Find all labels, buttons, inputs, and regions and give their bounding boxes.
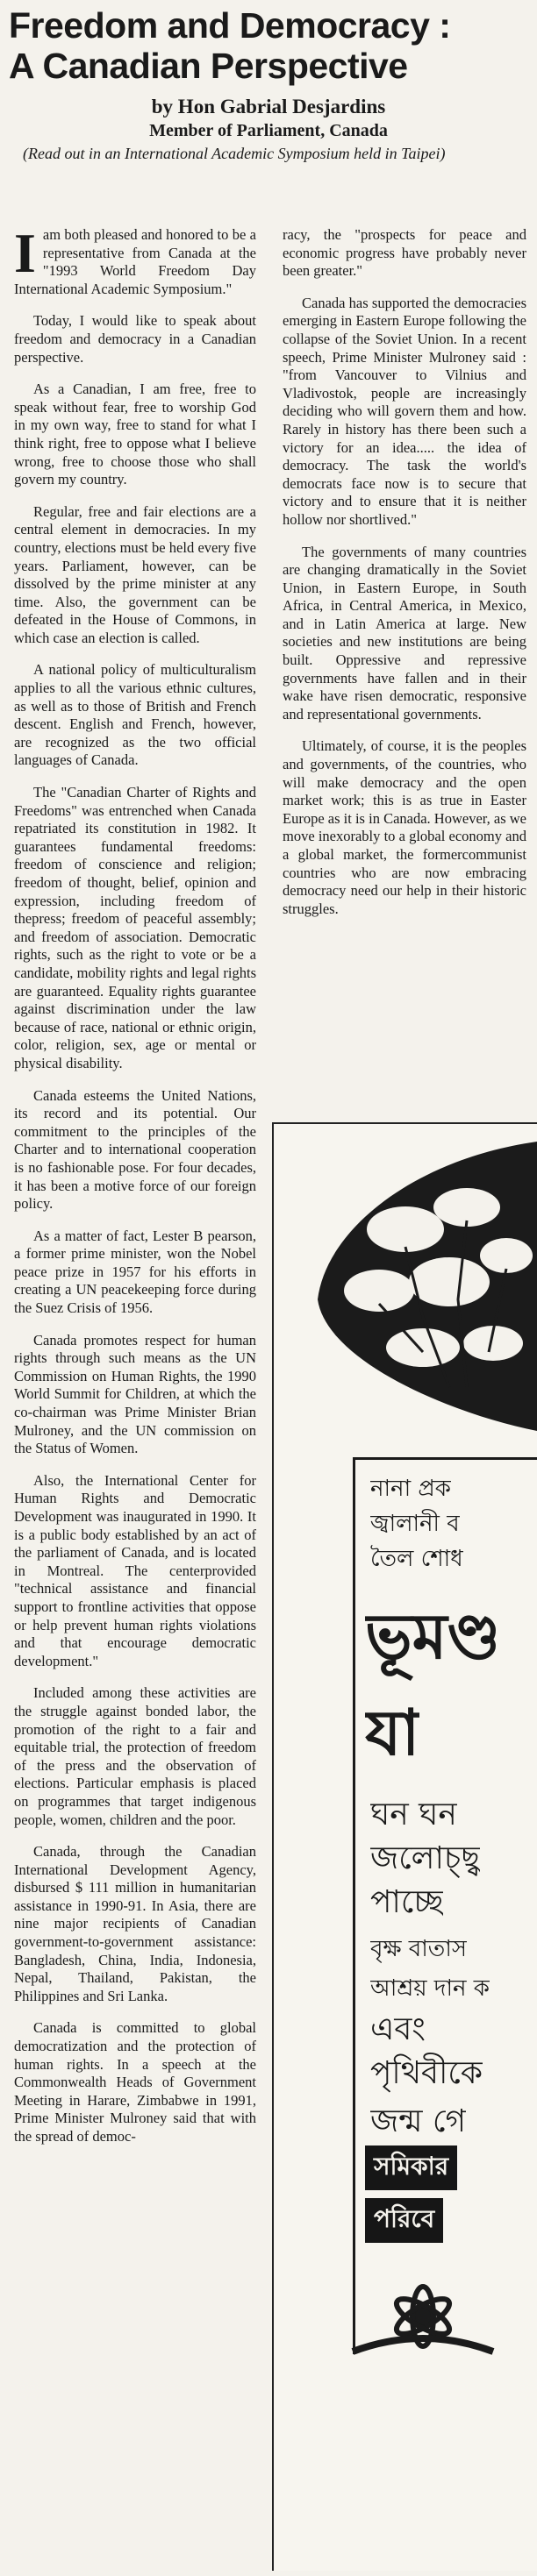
paragraph: The governments of many countries are changing dramatically in the Soviet Union, in Eastern Europe, in South Africa, in Central America, in Mexico, and in Latin America at large. New societies and new institutions are being built. Oppressive and repressive governments have fallen and in their wake have risen democratic, responsive and representational governments.	[283, 543, 526, 722]
ad-line: পাচ্ছে	[370, 1884, 444, 1920]
ad-headline: ভূমণ্ড	[365, 1599, 501, 1673]
paragraph: Today, I would like to speak about freedom and democracy in a Canadian perspective.	[14, 312, 256, 366]
ad-line: এবং	[370, 2011, 426, 2047]
author-role: Member of Parliament, Canada	[149, 121, 388, 140]
headline-line-2: A Canadian Perspective	[9, 46, 408, 86]
ad-line: নানা প্রক	[370, 1476, 451, 1502]
headline-line-1: Freedom and Democracy :	[9, 5, 451, 46]
paragraph: Ultimately, of course, it is the peoples and governments, of the countries, who will make democracy and the open market work; this is as true in Easter Europe as it is in Canada. However, as we move inexorably to a global economy and a global market, the formercommunist countries who are now embracing democracy need our help in their historic struggles.	[283, 737, 526, 917]
paragraph: Iam both pleased and honored to be a representative from Canada at the "1993 World Freedom Day International Academic Symposium."	[14, 222, 256, 297]
ad-line: জলোচ্ছ্ব	[370, 1840, 481, 1876]
paragraph: As a matter of fact, Lester B pearson, a former prime minister, won the Nobel peace prize in 1957 for his efforts in creating a UN peacekeeping force during the Suez Crisis of 1956.	[14, 1227, 256, 1317]
paragraph: Also, the International Center for Human Rights and Democratic Development was inaugurated in 1990. It is a public body established by an act of the parliament of Canada, and is located in Montreal. The centerprovided "technical assistance and financial support to frontline activities that oppose or help prevent human rights violations and that encourage democratic development."	[14, 1471, 256, 1669]
column-left	[14, 222, 256, 2160]
ad-line: জন্ম গে	[370, 2103, 467, 2139]
paragraph: The "Canadian Charter of Rights and Freedoms" was entrenched when Canada repatriated its constitution in 1982. It guarantees fundamental freedoms: freedom of conscience and religion; freedom of thought, belief, opinion and expression, including freedom of thepress; freedom of peaceful assembly; and freedom of association. Democratic rights, such as the right to vote or be a candidate, mobility rights and legal rights are guaranteed. Equality rights guarantee against discrimination under the law because of race, national or ethnic origin, color, religion, sex, age or mental or physical disability.	[14, 784, 256, 1071]
flower-logo-icon	[274, 2264, 537, 2404]
paragraph: racy, the "prospects for peace and economic progress have probably never been greater."	[283, 226, 526, 280]
ad-line: বৃক্ষ বাতাস	[370, 1936, 468, 1962]
advertisement	[272, 1122, 537, 2571]
ad-headline: যা	[365, 1696, 420, 1769]
paragraph: Canada, through the Canadian International Development Agency, disbursed $ 111 million in humanitarian assistance in 1990-91. In Asia, there are nine major recipients of Canadian government-to-government assistance: Bangladesh, China, India, Indonesia, Nepal, Thailand, Pakistan, the Philippines and Sri Lanka.	[14, 1843, 256, 2004]
editor-note: (Read out in an International Academic Symposium held in Taipei)	[23, 145, 446, 162]
paragraph: Canada has supported the democracies emerging in Eastern Europe following the collapse of the Soviet Union. In a recent speech, Prime Minister Mulroney said : "from Vancouver to Vilnius and Vladivostok, people are increasingly deciding who will govern them and how. Rarely in history has there been such a victory for an idea..... the idea of democracy. The task the world's democrats face now is to secure that victory and to ensure that it is neither hollow nor shortlived."	[283, 294, 526, 528]
ad-line: তৈল শোধ	[370, 1546, 463, 1572]
ad-line: আশ্রয় দান ক	[370, 1975, 490, 2002]
paragraph: Regular, free and fair elections are a central element in democracies. In my country, elections must be held every five years. Parliament, however, can be dissolved by the prime minister at any time. Also, the government can be defeated in the House of Commons, in which case an election is called.	[14, 502, 256, 646]
ad-banner: পরিবে	[365, 2198, 443, 2243]
drop-cap: I	[14, 222, 36, 284]
paragraph: Canada esteems the United Nations, its record and its potential. Our commitment to the principles of the Charter and to international cooperation is no fashionable pose. For four decades, it has been a motive force of our foreign policy.	[14, 1086, 256, 1213]
paragraph: A national policy of multiculturalism applies to all the various ethnic cultures, as well as to those of British and French descent. English and French, however, are recognized as the two official languages of Canada.	[14, 661, 256, 769]
byline: by Hon Gabrial Desjardins	[151, 96, 386, 117]
ad-line: ঘন ঘন	[370, 1797, 457, 1832]
column-right	[283, 226, 526, 932]
ad-banner: সমিকার	[365, 2145, 457, 2190]
paragraph: As a Canadian, I am free, free to speak without fear, free to worship God in my own way, free to stand for what I think right, free to oppose what I believe wrong, free to choose those who shall govern my country.	[14, 381, 256, 488]
paragraph: Canada promotes respect for human rights through such means as the UN Commission on Human Rights, the 1990 World Summit for Children, at which the co-chairman was Prime Minister Brian Mulroney, and the UN commission on the Status of Women.	[14, 1331, 256, 1457]
paragraph: Canada is committed to global democratization and the protection of human rights. In a speech at the Commonwealth Heads of Government Meeting in Harare, Zimbabwe in 1991, Prime Minister Mulroney said that with the spread of democ-	[14, 2019, 256, 2145]
headline	[0, 0, 537, 86]
paragraph: Included among these activities are the struggle against bonded labor, the promotion of the right to a fair and equitable trial, the protection of freedom of the press and the observation of elections. Particular emphasis is placed on programmes that target indigenous people, women, children and the poor.	[14, 1684, 256, 1828]
ad-line: পৃথিবীকে	[370, 2055, 483, 2091]
ad-line: জ্বালানী ব	[370, 1511, 460, 1537]
